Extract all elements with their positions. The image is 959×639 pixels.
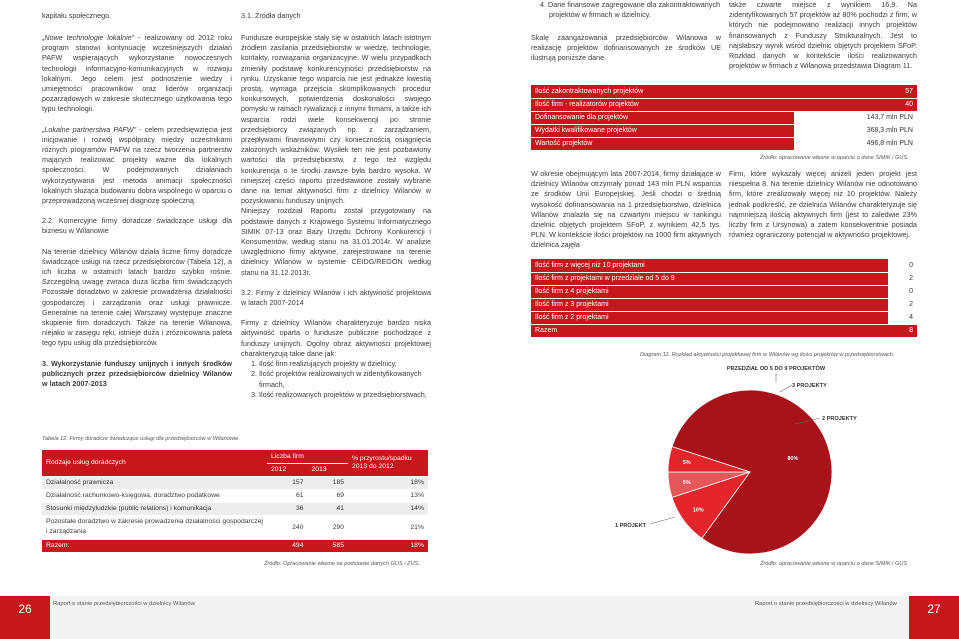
section-heading-3-2: 3.2. Firmy z dzielnicy Wilanów i ich aktywność projektowa w latach 2007-2014	[241, 287, 431, 308]
table-cell: Razem	[531, 324, 888, 337]
col3-paragraph-2: W okresie obejmującym lata 2007-2014, firmy działające w dzielnicy Wilanów otrzymały ponad 143 mln PLN wsparcia ze środków Unii Europejskiej. Jeśli chodzi o średnią wysokość dofinansowania na 1 przedsiębiorstwo, dzielnica Wilanów znalazła się na czwartym miejscu w rankingu dzielnic objętych projektem SFoP, z wynikiem 42,5 tys. PLN. W kontekście ilości projektów na 1000 firm aktywnych dzielnica zajęła	[531, 169, 721, 250]
section-heading-3: 3. Wykorzystanie funduszy unijnych i innych środków publicznych przez przedsiębiorców dzielnicy Wilanów w latach 2007-2013	[42, 358, 232, 389]
table-cell: 585	[308, 539, 349, 552]
table-row	[531, 85, 917, 98]
list-item: 1. Ilość firm realizujących projekty w dzielnicy,	[259, 359, 431, 369]
header-2013: 2013	[308, 463, 349, 476]
paragraph-body: - realizowany od 2012 roku program stanowi kontynuację wcześniejszych działań PAFW wspierających wykorzystanie nowoczesnych technologii informacyjno-komunikacyjnych w rozwoju lokalnym. Jego celem jest podnoszenie wiedzy i umiejętności pracowników oraz liderów organizacji pozarządowych w zakresie skutecznego użytkowania tego typu technologii.	[42, 33, 232, 114]
table-cell: 41	[308, 502, 349, 515]
table-row	[531, 124, 917, 137]
table-cell: Ilość firm z projektami w przedziale od 5 do 9	[531, 272, 888, 285]
table-cell: 61	[267, 489, 308, 502]
table-cell: Działalność rachunkowo-księgowa, doradztwo podatkowe	[42, 489, 267, 502]
header-rodzaj: Rodzaje usług doradczych	[42, 450, 267, 476]
pie-value-label: 10%	[692, 507, 704, 514]
label-2-projekty: 2 PROJEKTY	[822, 416, 857, 422]
summary-table-source: Źródło: opracowanie własne w oparciu o dane SIMIK i GUS	[760, 155, 908, 161]
table-cell: 2	[888, 272, 917, 285]
table-row	[531, 137, 917, 150]
table-cell: 4	[888, 311, 917, 324]
table-cell: 157	[267, 476, 308, 489]
leader-line	[780, 385, 792, 392]
paragraph-firmy-doradcze: Na terenie dzielnicy Wilanów działa liczne firmy doradcze świadczące usługi na rzecz przedsiębiorców (Tabela 12), a ich liczba w ostatnich latach bardzo szybko rośnie. Szczególną uwagę zwraca duża liczba firm świadczących Pozostałe doradztwo w zakresie prowadzenia działalności gospodarczej i zarządzania oraz usługi prawnicze. Generalnie na terenie całej Warszawy występuje znaczne skupienie firm doradczych. Także na terenie Wilanowa, niejako w zasięgu ręki, istnieje duża i zróżnicowana paleta tego typu usług dla przedsiębiorców.	[42, 246, 232, 348]
table-cell: 185	[308, 476, 349, 489]
pie-value-label: 80%	[787, 456, 799, 463]
page-number-left: 26	[0, 596, 50, 639]
table-row	[531, 311, 917, 324]
summary-table	[531, 85, 917, 151]
table-row	[531, 285, 917, 298]
pie-chart	[580, 362, 920, 562]
diagram-caption: Diagram 11. Rozkład aktywności projektowej firm w Wilanów wg ilości projektów w przedsiębiorstwach.	[640, 352, 895, 358]
table-row	[531, 98, 917, 111]
table-cell: 14%	[348, 502, 428, 515]
table-row	[531, 111, 917, 124]
col4-paragraph-1: także czwarte miejsce z wynikiem 16,9. Na zidentyfikowanych 57 projektów aż 80% pochodzi z firm, w których nie podejmowano realizacji innych projektów finansowanych z Funduszy Strukturalnych. Jest to najsłabszy wynik wśród dzielnic objętych projektem SFoP. Rozkład danych w kontekście ilości realizowanych projektów w firmach z Wilanowa przedstawia Diagram 11.	[729, 0, 917, 71]
program-name: „Lokalne partnerstwa PAFW"	[42, 124, 137, 134]
paragraph-body: - celem przedsięwzięcia jest inicjowanie i rozwój współpracy między uczestnikami różnych programów PAFW na rzecz tworzenia partnerstw mających realizować projekty ważne dla lokalnych społeczności. W podejmowanych działaniach wykorzystywana jest metoda animacji społeczności lokalnych służąca budowaniu dobra wspólnego w oparciu o przeprowadzoną wcześniej diagnozę społeczną.	[42, 124, 232, 206]
table-cell: 57	[794, 85, 917, 98]
table-cell: 8	[888, 324, 917, 337]
table-cell: Wartość projektów	[531, 137, 794, 150]
program-name: „Nowe technologie lokalnie"	[42, 33, 135, 42]
table-cell: 0	[888, 259, 917, 272]
table-row	[42, 476, 428, 489]
label-5-9-projektow: PRZEDZIAŁ OD 5 DO 9 PROJEKTÓW	[726, 366, 826, 372]
table-cell: 240	[267, 515, 308, 539]
table-cell: 0	[888, 285, 917, 298]
table-cell: Razem:	[42, 539, 267, 552]
table-cell: Stosunki międzyludzkie (public relations) i komunikacja	[42, 502, 267, 515]
table-cell: Ilość firm - realizatorów projektów	[531, 98, 794, 111]
paragraph-partnerstwa	[42, 125, 232, 207]
table-cell: Działalność prawnicza	[42, 476, 267, 489]
section-heading-2-2: 2.2. Komercyjne firmy doradcze świadczące usługi dla biznesu w Wilanowie	[42, 216, 232, 236]
table-cell: 2	[888, 298, 917, 311]
table-cell: Ilość firm z 2 projektami	[531, 311, 888, 324]
table-cell: 368,3 mln PLN	[794, 124, 917, 137]
table-cell: Ilość firm z 4 projektami	[531, 285, 888, 298]
col2-text	[241, 33, 431, 400]
projects-count-table	[531, 259, 917, 338]
table-12-source: Źródło: Opracowanie własne na podstawie danych GUS i ZUS.	[264, 561, 420, 567]
table-cell: 18%	[348, 539, 428, 552]
table-cell: 40	[794, 98, 917, 111]
pie-value-label: 5%	[682, 459, 691, 466]
col4-paragraph-2: Firm, które wykazały więcej aniżeli jeden projekt jest niespełna 8. Na terenie dzielnicy Wilanów nie odnotowano firm, które zrealizowały więcej niż 10 projektów. Należy jednak podkreślić, że dzielnica Wilanów charakteryzuje się najmniejszą ilością aktywnych firm (jest to zaledwie 23% liczby firm z Ursynowa) a zatem konsekwentnie posiada również ograniczony potencjał w aktywności projektowej.	[729, 169, 917, 240]
label-3-projekty: 3 PROJEKTY	[792, 383, 827, 389]
pie-slices	[668, 390, 832, 554]
list-data	[241, 359, 431, 400]
table-row	[42, 515, 428, 539]
table-cell: 69	[308, 489, 349, 502]
table-cell: 21%	[348, 515, 428, 539]
table-row	[531, 298, 917, 311]
table-cell: 494	[267, 539, 308, 552]
col3-item-4: 4. Dane finansowe zagregowane dla zakontraktowanych projektów w firmach w dzielnicy.	[540, 0, 720, 20]
col1-top-line: kapitału społecznego.	[42, 11, 112, 20]
table-12-caption: Tabela 12. Firmy doradcze świadczące usługi dla przedsiębiorców w Wilanowie	[42, 436, 239, 442]
table-header-row	[42, 450, 428, 463]
table-row	[531, 259, 917, 272]
table-cell: 18%	[348, 476, 428, 489]
table-cell: Ilość firm z 3 projektami	[531, 298, 888, 311]
table-cell: Wydatki kwalifikowane projektów	[531, 124, 794, 137]
table-row	[531, 272, 917, 285]
label-1-projekt: 1 PROJEKT	[615, 523, 647, 529]
paragraph-aktywnosc: Firmy z dzielnicy Wilanów charakteryzuje bardzo niska aktywność oparta o fundusze publiczne pochodzące z funduszy unijnych. Ogólny obraz aktywności projektowej charakteryzują takie dane jak:	[241, 318, 431, 358]
table-cell: Ilość zakontraktowanych projektów	[531, 85, 794, 98]
table-cell: 496,8 mln PLN	[794, 137, 917, 150]
footer-text-left: Raport o stanie przedsiębiorczości w dzielnicy Wilanów	[53, 601, 195, 607]
page-number-right: 27	[909, 596, 959, 639]
list-item: 2. Ilość projektów realizowanych w zidentyfikowanych firmach,	[259, 369, 431, 389]
col1-text	[42, 33, 232, 399]
paragraph-nowe-technologie	[42, 33, 232, 115]
col3-paragraph-1: Skalę zaangażowania przedsiębiorców Wilanowa w realizację projektów dofinansowanych ze środków UE ilustrują poniższe dane.	[531, 33, 721, 63]
leader-line	[650, 517, 675, 524]
table-cell: 13%	[348, 489, 428, 502]
table-cell: Dofinansowanie dla projektów	[531, 111, 794, 124]
table-cell: Ilość firm z więcej niż 10 projektami	[531, 259, 888, 272]
table-cell: 143,7 mln PLN	[794, 111, 917, 124]
list-item: 3. Ilość realizowanych projektów w przedsiębiorstwach,	[259, 390, 431, 400]
table-12	[42, 450, 428, 553]
paragraph-fundusze: Fundusze europejskie stały się w ostatnich latach istotnym źródłem zasilania przedsiębiorstw w wiedzę, technologie, kontakty, rozwiązania organizacyjne. W wielu przypadkach zmieniły podstawę konkurencyjności przedsiębiorstw na rynku. Uzyskanie tego wsparcia nie jest jednakże kwestią prostą, wymaga przejścia skomplikowanych procedur konkursowych, potwierdzenia doskonałości swojego pomysłu w ramach rywalizacji z innymi firmami, a także ich wsparcia rodzi wiele konsekwencji po stronie przedsiębiorcy związanych np. z zarządzaniem, przepływami finansowymi czy koniecznością osiągnięcia założonych wskaźników. Wysiłek ten nie jest pozbawiony wartości dla przedsiębiorstw, z tego też względu konkurencja o te środki zawsze była bardzo wysoka. W niniejszej części raportu przedstawione zostały wybrane dane na temat aktywności firm z dzielnicy Wilanów w pozyskiwaniu funduszy unijnych.	[241, 33, 431, 206]
table-cell: Pozostałe doradztwo w zakresie prowadzenia działalności gospodarczej i zarządzania	[42, 515, 267, 539]
section-heading-3-1: 3.1. Źródła danych	[241, 11, 301, 20]
pie-value-label: 5%	[682, 480, 691, 487]
diagram-source: Źródło: opracowanie własne w oparciu o dane SIMIK i GUS	[760, 561, 908, 567]
header-przyrost: % przyrostu/spadku 2013 do 2012	[348, 450, 428, 476]
table-row-total	[42, 539, 428, 552]
header-liczba: Liczba firm	[267, 450, 348, 463]
table-row	[42, 502, 428, 515]
table-cell: 36	[267, 502, 308, 515]
table-row-total	[531, 324, 917, 337]
table-cell: 290	[308, 515, 349, 539]
footer-text-right: Raport o stanie przedsiębiorczości w dzielnicy Wilanów	[755, 601, 897, 607]
paragraph-zrodla: Niniejszy rozdział Raportu został przygotowany na podstawie danych z Krajowego Systemu Informatycznego SIMIK 07-13 oraz Bazy Urzędu Ochrony Konkurencji i Konsumentów, według stanu na 31.01.2014r. W analizie uwzględniono firmy aktywne, zarejestrowane na terenie dzielnicy Wilanów w systemie CEIDG/REGON według stanu na 31.12.2013r.	[241, 206, 431, 277]
table-row	[42, 489, 428, 502]
header-2012: 2012	[267, 463, 308, 476]
